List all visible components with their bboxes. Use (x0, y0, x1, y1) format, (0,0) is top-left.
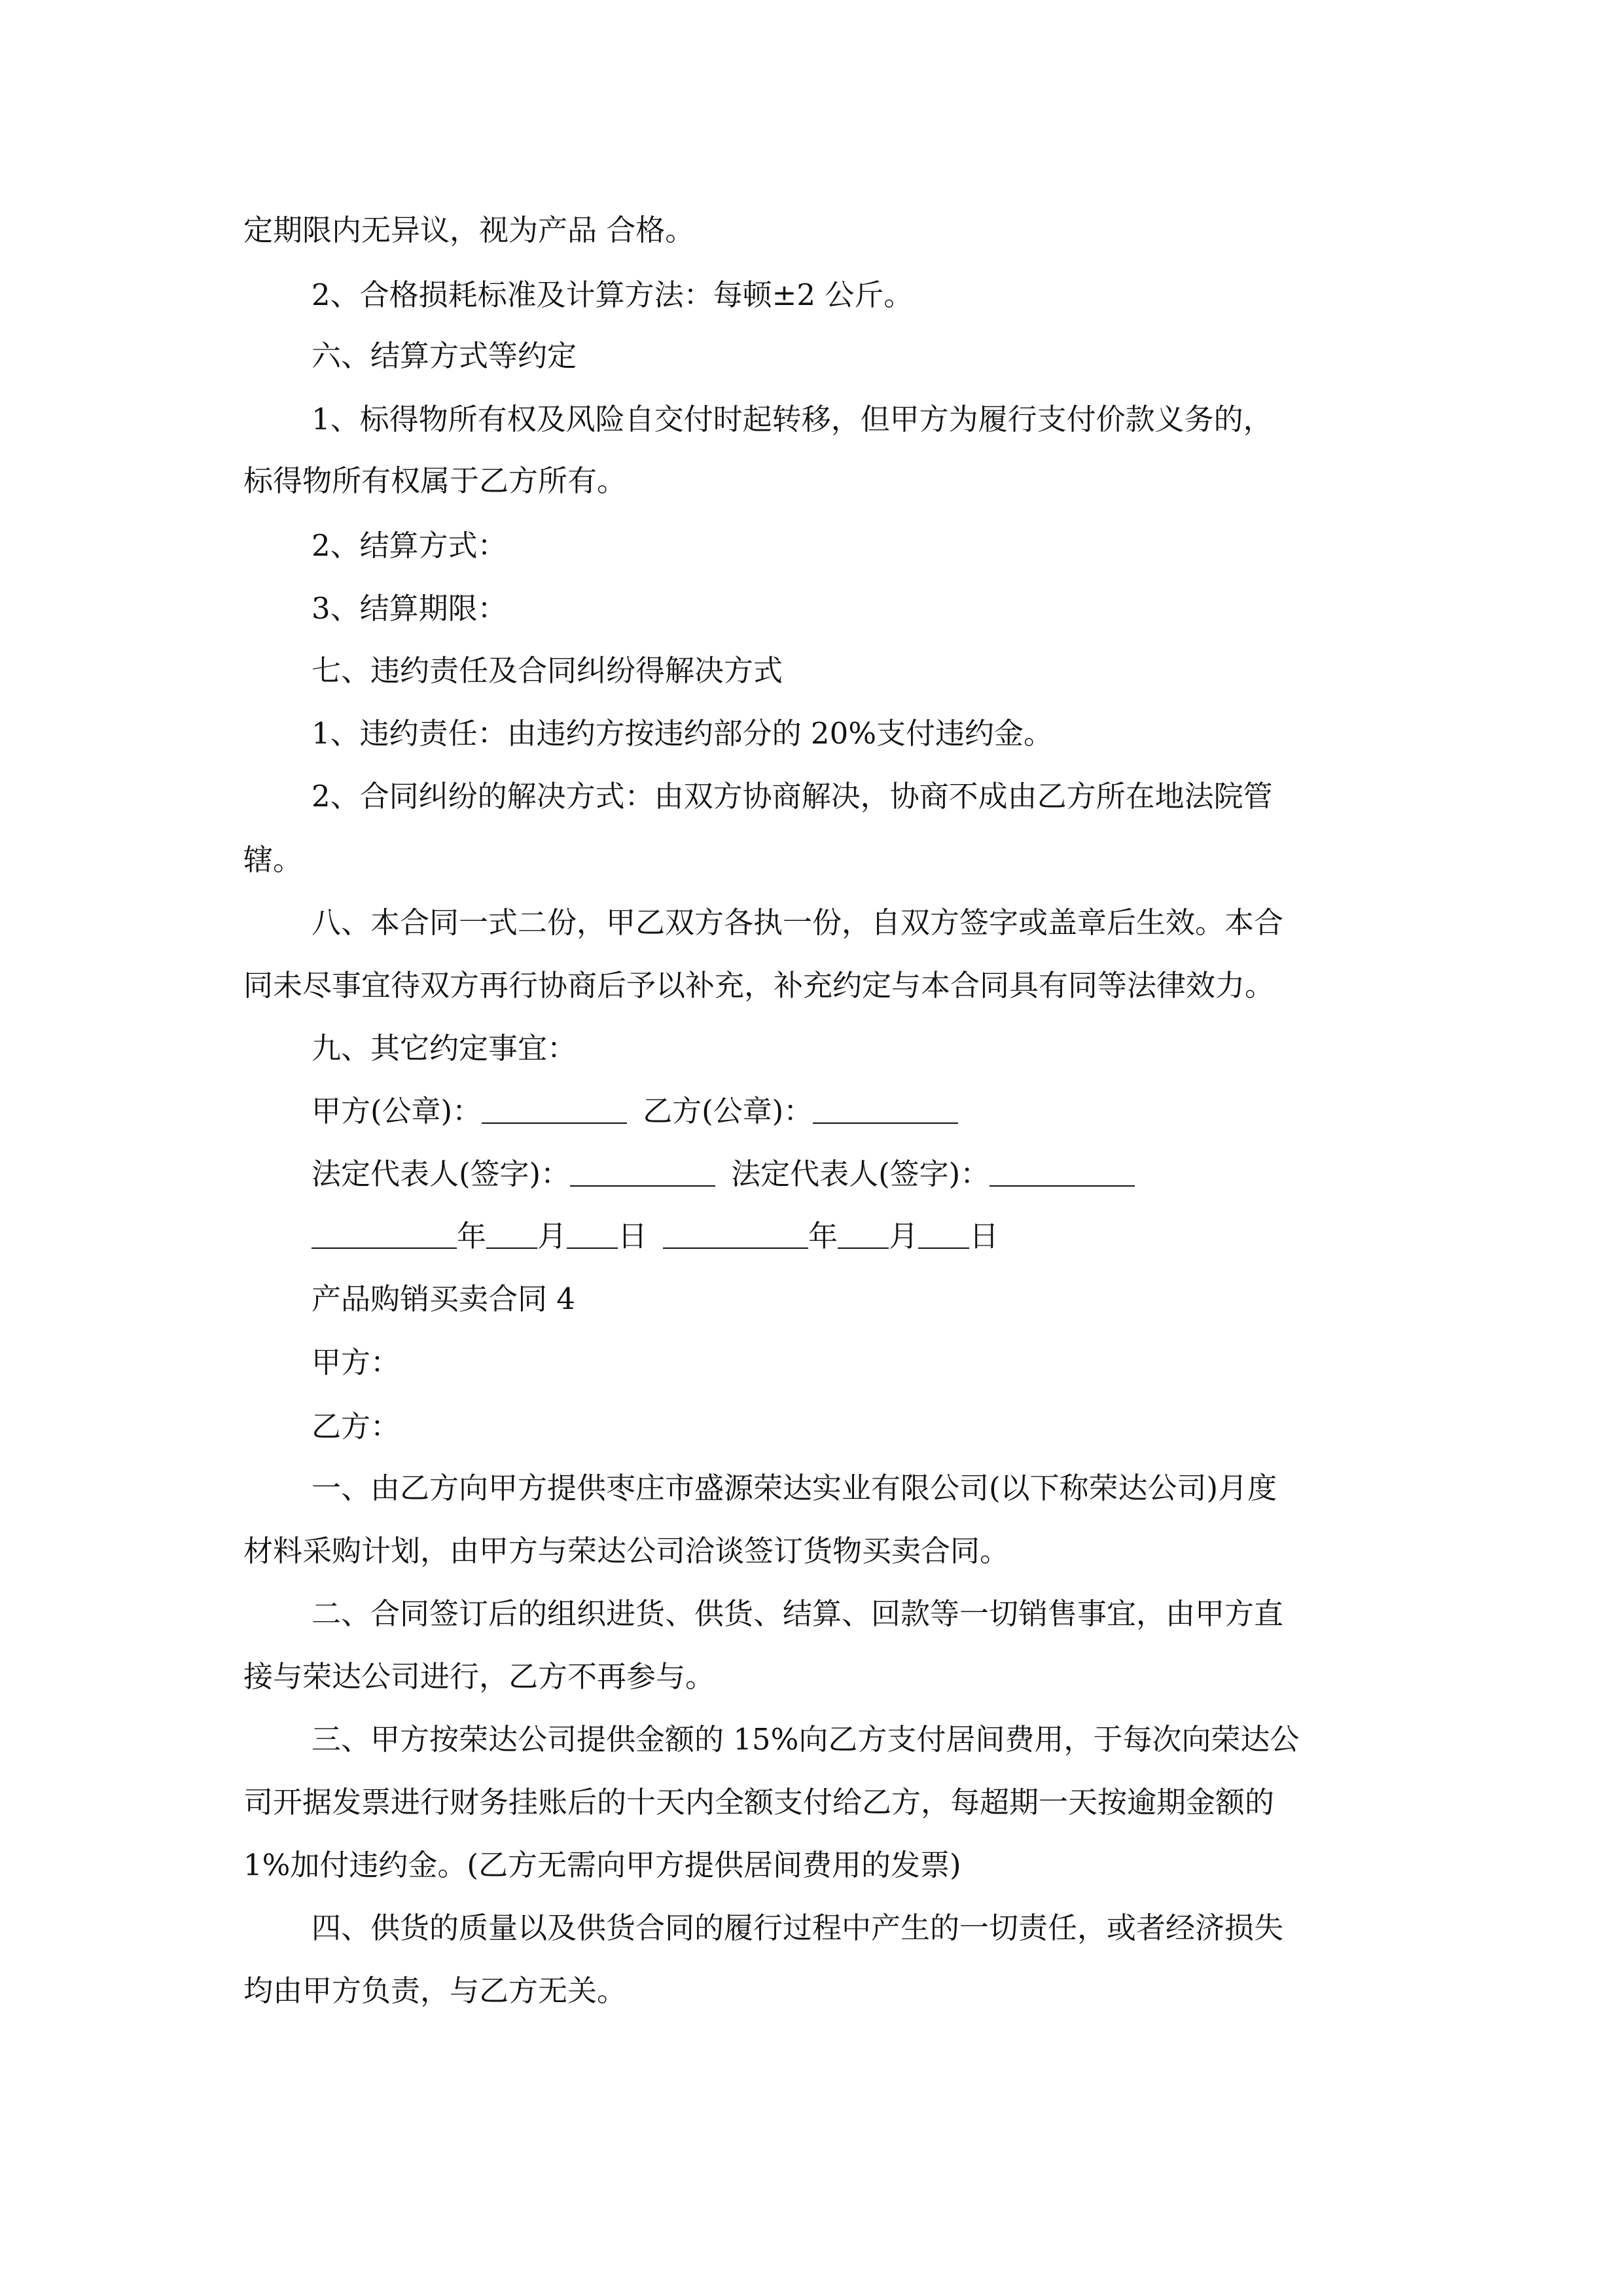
section-heading: 七、违约责任及合同纠纷得解决方式 (312, 653, 783, 688)
day-label: 日 (969, 1219, 999, 1253)
rep-b-label: 法定代表人(签字)： (731, 1157, 990, 1191)
day-blank (567, 1220, 618, 1249)
month-blank (486, 1220, 537, 1249)
party-b-seal-blank (813, 1095, 958, 1124)
paragraph-line: 辖。 (243, 842, 303, 877)
representative-row (312, 1155, 1395, 1194)
day-blank (918, 1220, 969, 1249)
party-a-seal-label: 甲方(公章)： (312, 1094, 482, 1128)
section-heading: 六、结算方式等约定 (312, 338, 577, 373)
year-label: 年 (457, 1219, 487, 1253)
paragraph-line: 三、甲方按荣达公司提供金额的 15%向乙方支付居间费用，于每次向荣达公 (312, 1722, 1300, 1757)
day-label: 日 (618, 1219, 648, 1253)
paragraph-line: 八、本合同一式二份，甲乙双方各执一份，自双方签字或盖章后生效。本合 (312, 905, 1284, 940)
year-blank (663, 1220, 808, 1249)
year-label: 年 (808, 1219, 838, 1253)
paragraph-line: 二、合同签订后的组织进货、供货、结算、回款等一切销售事宜，由甲方直 (312, 1596, 1284, 1631)
month-label: 月 (537, 1219, 567, 1253)
paragraph-line: 1、违约责任：由违约方按违约部分的 20%支付违约金。 (312, 716, 1053, 751)
paragraph-line: 接与荣达公司进行，乙方不再参与。 (243, 1659, 715, 1694)
paragraph-line: 3、结算期限： (312, 591, 507, 626)
paragraph-line: 标得物所有权属于乙方所有。 (243, 463, 627, 498)
paragraph-line: 2、合同纠纷的解决方式：由双方协商解决，协商不成由乙方所在地法院管 (312, 779, 1273, 814)
paragraph-line: 均由甲方负责，与乙方无关。 (243, 1973, 627, 2008)
paragraph-line: 司开据发票进行财务挂账后的十天内全额支付给乙方，每超期一天按逾期金额的 (243, 1785, 1275, 1820)
rep-a-blank (570, 1158, 715, 1187)
party-b-line: 乙方： (312, 1409, 401, 1444)
paragraph-line: 同未尽事宜待双方再行协商后予以补充，补充约定与本合同具有同等法律效力。 (243, 968, 1275, 1003)
year-blank (312, 1220, 457, 1249)
rep-b-blank (990, 1158, 1135, 1187)
month-label: 月 (889, 1219, 919, 1253)
paragraph-line: 一、由乙方向甲方提供枣庄市盛源荣达实业有限公司(以下称荣达公司)月度 (312, 1471, 1277, 1505)
paragraph-line: 1、标得物所有权及风险自交付时起转移，但甲方为履行支付价款义务的， (312, 402, 1273, 437)
paragraph-line: 1%加付违约金。(乙方无需向甲方提供居间费用的发票) (243, 1848, 961, 1882)
paragraph-line: 2、结算方式： (312, 528, 507, 563)
party-b-seal-label: 乙方(公章)： (643, 1094, 813, 1128)
party-a-line: 甲方： (312, 1345, 401, 1380)
party-a-seal-blank (482, 1095, 627, 1124)
paragraph-line: 定期限内无异议，视为产品 合格。 (243, 213, 695, 247)
month-blank (838, 1220, 889, 1249)
paragraph-line: 材料采购计划，由甲方与荣达公司洽谈签订货物买卖合同。 (243, 1534, 1010, 1568)
rep-a-label: 法定代表人(签字)： (312, 1157, 571, 1191)
contract-title: 产品购销买卖合同 4 (312, 1282, 575, 1316)
paragraph-line: 四、供货的质量以及供货合同的履行过程中产生的一切责任，或者经济损失 (312, 1910, 1284, 1945)
paragraph-line: 2、合格损耗标准及计算方法：每顿±2 公斤。 (312, 278, 914, 312)
seal-row (312, 1092, 1395, 1131)
section-heading: 九、其它约定事宜： (312, 1031, 577, 1066)
date-row (312, 1217, 1395, 1256)
